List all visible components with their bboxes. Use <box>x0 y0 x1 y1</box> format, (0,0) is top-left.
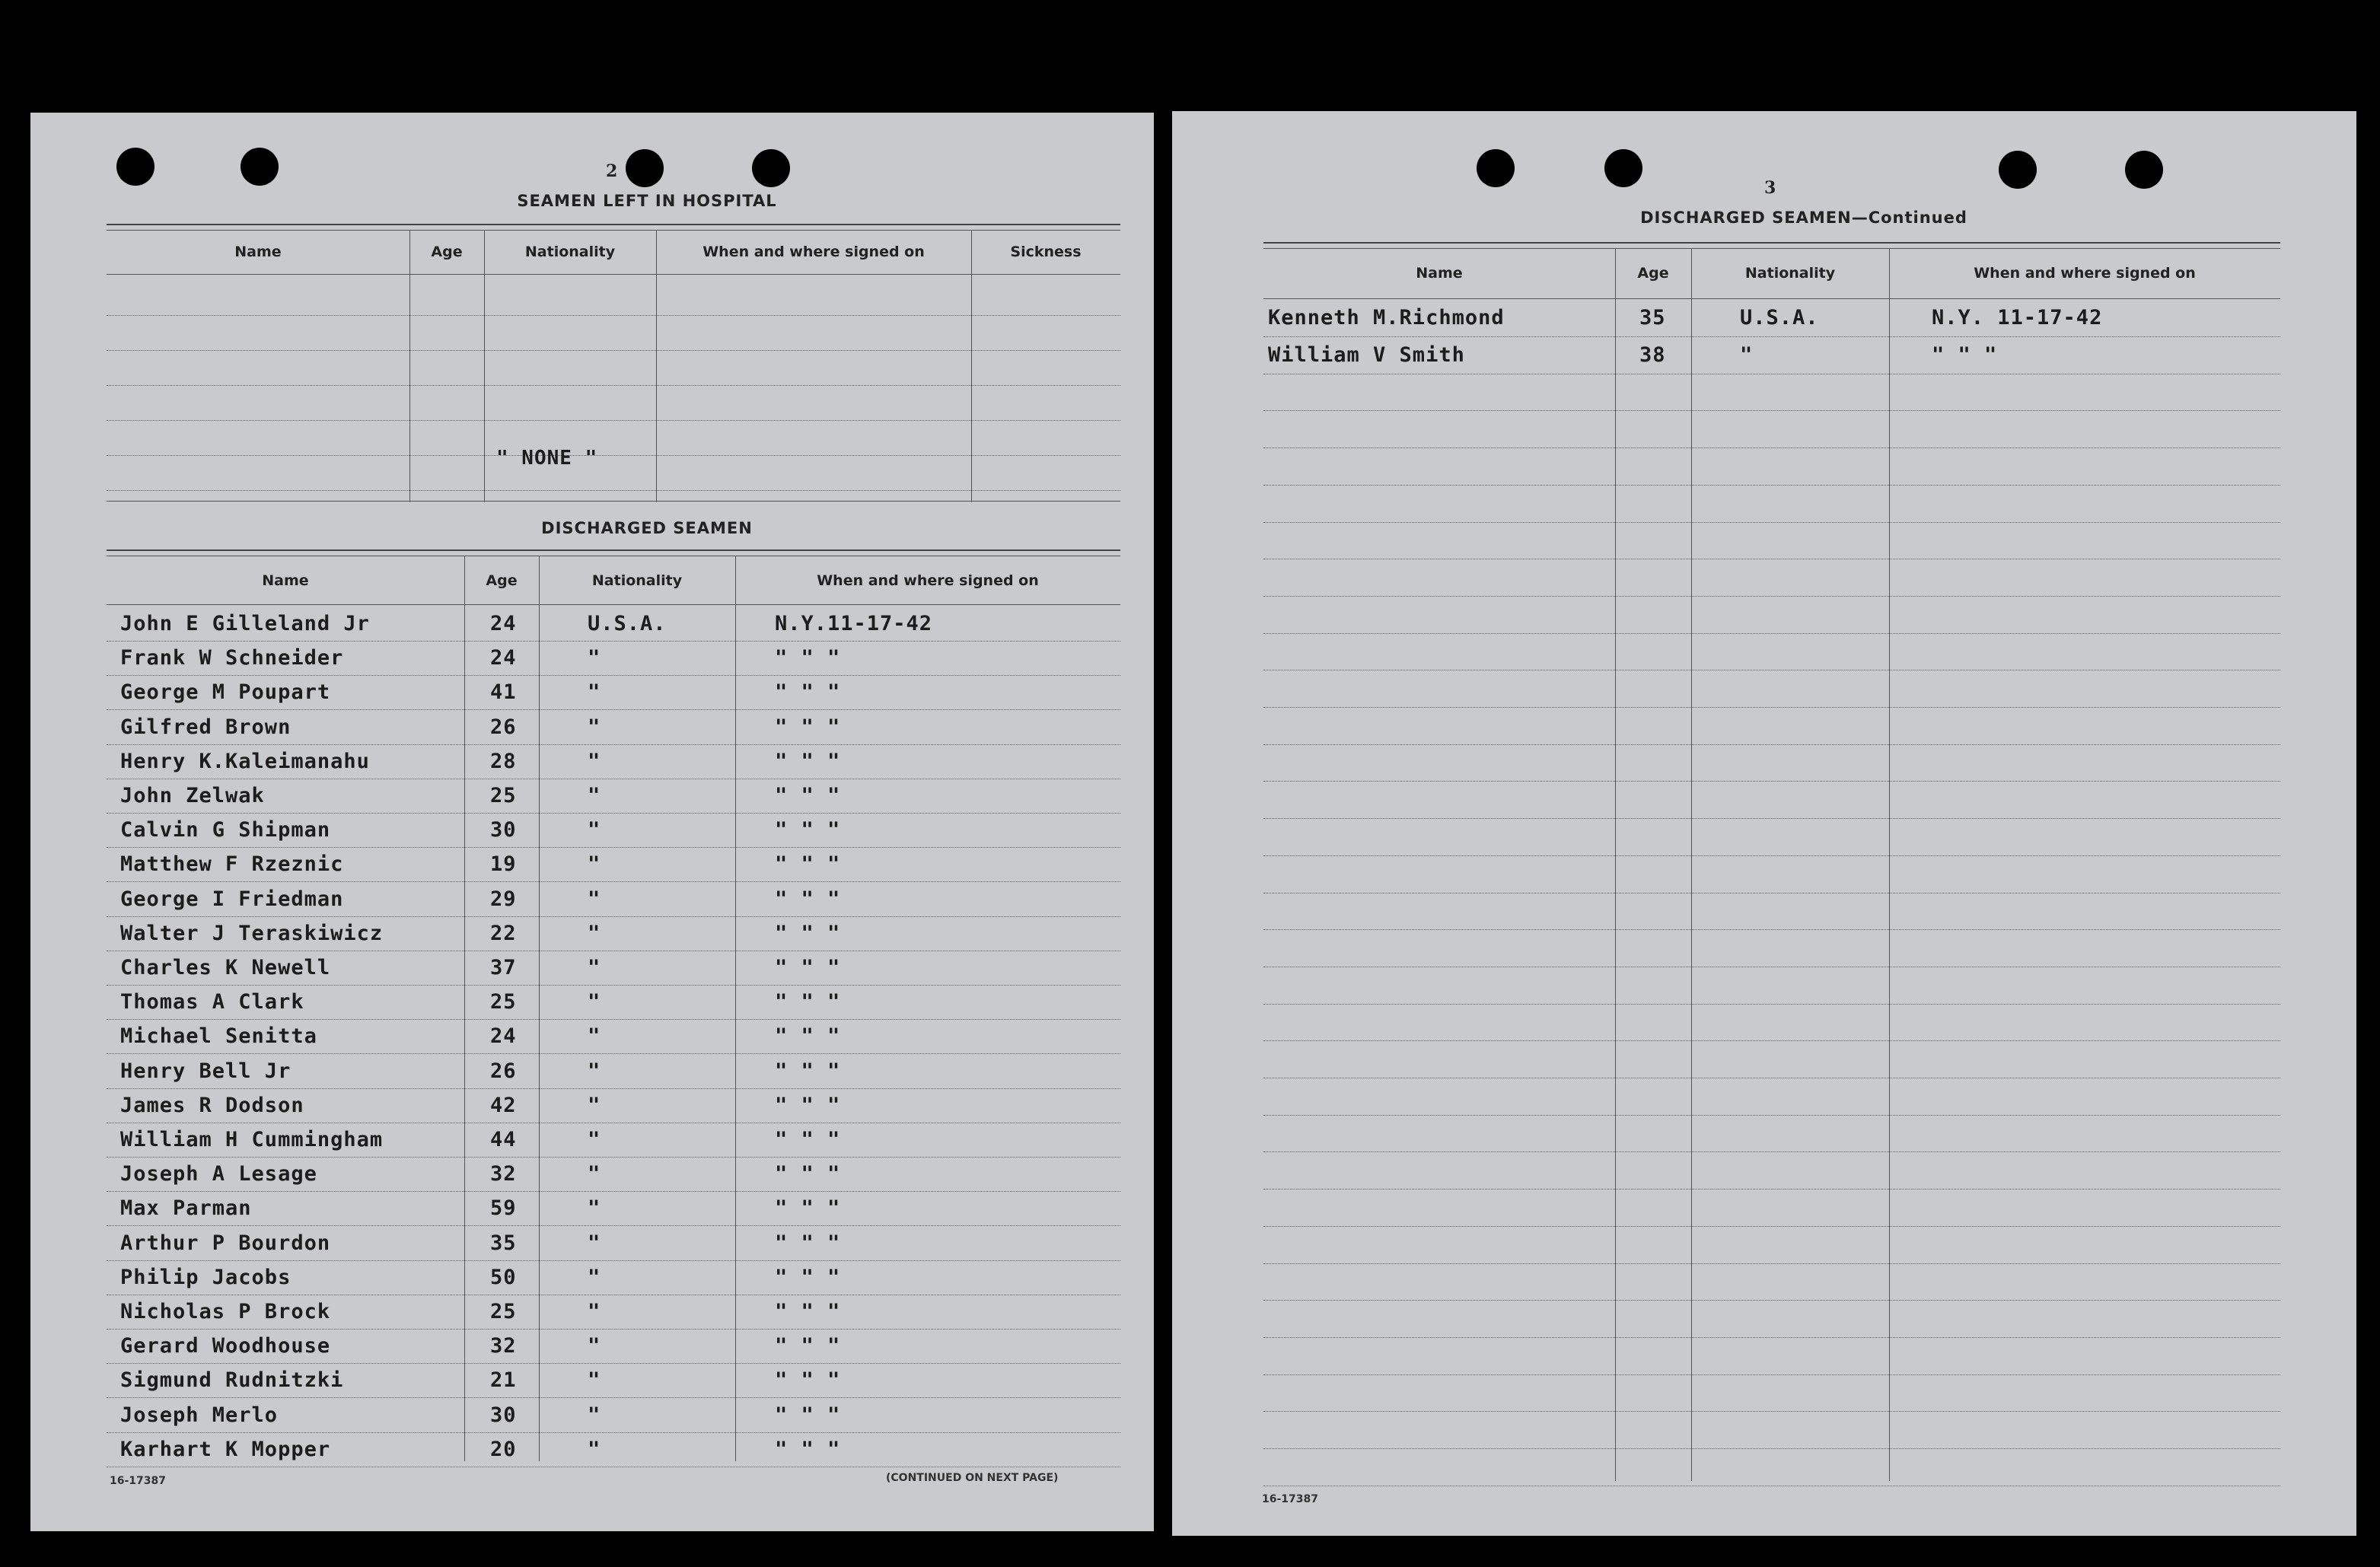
continued-note: (CONTINUED ON NEXT PAGE) <box>886 1472 1059 1484</box>
seaman-nationality: " <box>588 749 601 773</box>
seaman-age: 35 <box>490 1231 517 1255</box>
seaman-age: 32 <box>490 1162 517 1186</box>
seaman-signed-on: " " " <box>1932 342 1998 367</box>
seaman-age: 25 <box>490 1300 517 1323</box>
seaman-nationality: " <box>588 1059 601 1083</box>
seaman-signed-on: " " " <box>775 1300 841 1323</box>
seaman-nationality: " <box>588 852 601 877</box>
seaman-name: Frank W Schneider <box>120 646 344 670</box>
seaman-age: 50 <box>490 1265 517 1289</box>
seaman-nationality: " <box>588 1403 601 1427</box>
col-header-age: Age <box>431 244 463 260</box>
seaman-nationality: " <box>588 1368 601 1393</box>
col-header-name: Name <box>262 572 309 589</box>
seaman-age: 38 <box>1639 342 1666 367</box>
seaman-name: Gerard Woodhouse <box>120 1334 331 1358</box>
punch-hole <box>241 148 279 186</box>
seaman-nationality: " <box>588 1162 601 1186</box>
seaman-nationality: " <box>588 921 601 945</box>
seaman-signed-on: " " " <box>775 680 841 705</box>
seaman-age: 30 <box>490 1403 517 1427</box>
seaman-nationality: " <box>588 1231 601 1255</box>
seaman-signed-on: " " " <box>775 784 841 807</box>
right-page <box>1172 111 2356 1536</box>
seaman-name: Sigmund Rudnitzki <box>120 1368 344 1393</box>
col-header-name: Name <box>1416 265 1463 282</box>
seaman-nationality: " <box>588 680 601 705</box>
seaman-signed-on: N.Y.11-17-42 <box>775 612 933 635</box>
seaman-signed-on: " " " <box>775 887 841 911</box>
col-header-signed-on: When and where signed on <box>1974 265 2196 282</box>
form-number: 16-17387 <box>110 1475 166 1487</box>
seaman-name: Nicholas P Brock <box>120 1300 331 1323</box>
seaman-name: Charles K Newell <box>120 956 331 979</box>
seaman-name: Max Parman <box>120 1196 252 1221</box>
seaman-signed-on: " " " <box>775 818 841 842</box>
seaman-signed-on: " " " <box>775 1059 841 1083</box>
seaman-age: 22 <box>490 921 517 945</box>
seaman-age: 21 <box>490 1368 517 1393</box>
seaman-nationality: " <box>588 1265 601 1289</box>
seaman-signed-on: " " " <box>775 921 841 945</box>
seaman-nationality: " <box>588 715 601 739</box>
seaman-nationality: U.S.A. <box>588 612 667 635</box>
seaman-name: Joseph A Lesage <box>120 1162 317 1186</box>
seaman-name: John E Gilleland Jr <box>120 612 370 635</box>
seaman-nationality: " <box>588 1334 601 1358</box>
left-page <box>30 113 1154 1531</box>
seaman-signed-on: " " " <box>775 1162 841 1186</box>
seaman-name: Matthew F Rzeznic <box>120 852 344 877</box>
seaman-age: 37 <box>490 956 517 979</box>
seaman-nationality: " <box>588 1024 601 1049</box>
seaman-nationality: " <box>588 1196 601 1221</box>
seaman-age: 25 <box>490 990 517 1014</box>
col-header-signed-on: When and where signed on <box>703 244 925 260</box>
continued-section-title: DISCHARGED SEAMEN—Continued <box>1640 209 1967 227</box>
col-header-age: Age <box>486 572 518 589</box>
seaman-age: 30 <box>490 818 517 842</box>
punch-hole <box>1604 149 1642 187</box>
seaman-age: 26 <box>490 715 517 739</box>
col-header-sickness: Sickness <box>1010 244 1082 260</box>
seaman-nationality: " <box>588 1437 601 1461</box>
seaman-signed-on: " " " <box>775 646 841 670</box>
seaman-name: Karhart K Mopper <box>120 1437 331 1461</box>
punch-hole <box>116 148 155 186</box>
seaman-nationality: " <box>588 887 601 911</box>
seaman-nationality: " <box>588 1128 601 1151</box>
seaman-signed-on: " " " <box>775 852 841 877</box>
seaman-signed-on: " " " <box>775 1368 841 1393</box>
hospital-section-title: SEAMEN LEFT IN HOSPITAL <box>517 192 777 210</box>
punch-hole <box>626 149 664 187</box>
seaman-name: Henry Bell Jr <box>120 1059 292 1083</box>
seaman-name: James R Dodson <box>120 1093 304 1117</box>
seaman-age: 59 <box>490 1196 517 1221</box>
seaman-name: Calvin G Shipman <box>120 818 331 842</box>
seaman-nationality: " <box>588 956 601 979</box>
seaman-signed-on: " " " <box>775 1231 841 1255</box>
seaman-age: 20 <box>490 1437 517 1461</box>
seaman-nationality: " <box>588 1300 601 1323</box>
seaman-signed-on: " " " <box>775 1196 841 1221</box>
page-number: 2 <box>606 161 618 181</box>
seaman-nationality: " <box>588 646 601 670</box>
seaman-name: Thomas A Clark <box>120 990 304 1014</box>
seaman-age: 24 <box>490 612 517 635</box>
discharged-continued-table <box>1263 242 2280 1490</box>
punch-hole <box>1999 151 2037 189</box>
seaman-name: George I Friedman <box>120 887 344 911</box>
seaman-signed-on: " " " <box>775 1403 841 1427</box>
form-number: 16-17387 <box>1262 1493 1318 1505</box>
seaman-signed-on: " " " <box>775 1128 841 1151</box>
seaman-nationality: U.S.A. <box>1740 306 1819 330</box>
seaman-name: Gilfred Brown <box>120 715 292 739</box>
seaman-nationality: " <box>588 784 601 807</box>
seaman-name: Arthur P Bourdon <box>120 1231 331 1255</box>
seaman-name: Michael Senitta <box>120 1024 317 1049</box>
seaman-age: 28 <box>490 749 517 773</box>
seaman-name: William V Smith <box>1268 342 1465 367</box>
col-header-nationality: Nationality <box>524 244 616 260</box>
seaman-age: 35 <box>1639 306 1666 330</box>
seaman-signed-on: " " " <box>775 715 841 739</box>
hospital-entry: " NONE " <box>496 447 598 470</box>
seaman-nationality: " <box>588 1093 601 1117</box>
seaman-signed-on: " " " <box>775 1093 841 1117</box>
seaman-nationality: " <box>588 818 601 842</box>
seaman-age: 19 <box>490 852 517 877</box>
seaman-name: John Zelwak <box>120 784 265 807</box>
seaman-name: Walter J Teraskiwicz <box>120 921 384 945</box>
col-header-age: Age <box>1637 265 1669 282</box>
seaman-age: 24 <box>490 646 517 670</box>
seaman-age: 42 <box>490 1093 517 1117</box>
seaman-nationality: " <box>588 990 601 1014</box>
seaman-name: Philip Jacobs <box>120 1265 292 1289</box>
seaman-age: 29 <box>490 887 517 911</box>
seaman-signed-on: " " " <box>775 1024 841 1049</box>
col-header-name: Name <box>234 244 282 260</box>
seaman-name: George M Poupart <box>120 680 331 705</box>
punch-hole <box>2125 151 2163 189</box>
page-number: 3 <box>1764 178 1776 198</box>
seaman-age: 44 <box>490 1128 517 1151</box>
seaman-age: 25 <box>490 784 517 807</box>
seaman-name: Joseph Merlo <box>120 1403 279 1427</box>
seaman-signed-on: N.Y. 11-17-42 <box>1932 306 2103 330</box>
seaman-signed-on: " " " <box>775 1334 841 1358</box>
discharged-table <box>107 549 1120 1463</box>
seaman-age: 24 <box>490 1024 517 1049</box>
punch-hole <box>1477 149 1515 187</box>
col-header-signed-on: When and where signed on <box>817 572 1039 589</box>
punch-hole <box>752 149 790 187</box>
seaman-age: 32 <box>490 1334 517 1358</box>
seaman-signed-on: " " " <box>775 1265 841 1289</box>
seaman-age: 26 <box>490 1059 517 1083</box>
seaman-name: Kenneth M.Richmond <box>1268 306 1505 330</box>
seaman-signed-on: " " " <box>775 749 841 773</box>
seaman-signed-on: " " " <box>775 956 841 979</box>
discharged-section-title: DISCHARGED SEAMEN <box>541 519 753 537</box>
seaman-nationality: " <box>1740 342 1754 367</box>
seaman-age: 41 <box>490 680 517 705</box>
col-header-nationality: Nationality <box>591 572 683 589</box>
seaman-signed-on: " " " <box>775 990 841 1014</box>
seaman-signed-on: " " " <box>775 1437 841 1461</box>
seaman-name: Henry K.Kaleimanahu <box>120 749 370 773</box>
col-header-nationality: Nationality <box>1744 265 1836 282</box>
seaman-name: William H Cummingham <box>120 1128 384 1151</box>
